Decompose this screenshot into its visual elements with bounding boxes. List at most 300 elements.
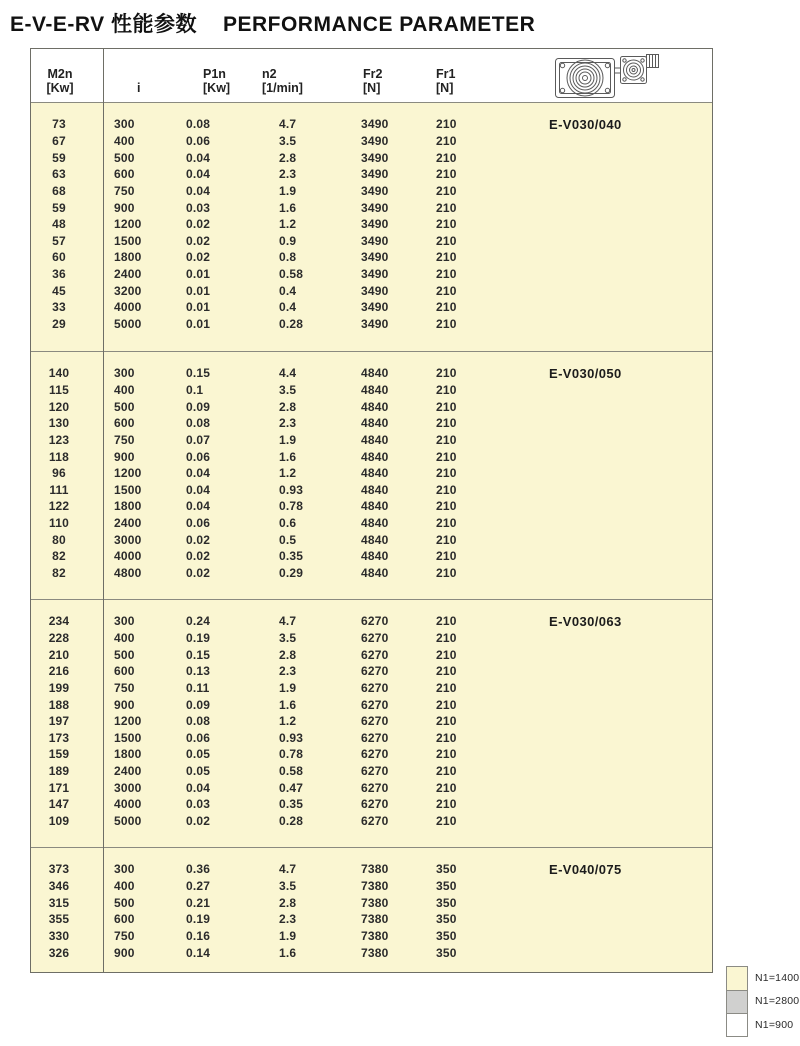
model-label: E-V030/063: [549, 613, 622, 629]
table-cell: 1200: [114, 714, 142, 729]
table-cell: 3490: [361, 283, 389, 298]
table-cell: 0.58: [279, 764, 304, 779]
table-cell: 900: [114, 697, 135, 712]
table-cell: 147: [48, 797, 70, 812]
table-cell: 0.15: [186, 647, 211, 662]
table-cell: 4000: [114, 300, 142, 315]
model-label: E-V040/075: [549, 861, 622, 877]
table-row: [31, 216, 712, 233]
table-cell: 3000: [114, 780, 142, 795]
table-cell: 59: [52, 150, 66, 165]
table-cell: 6270: [361, 714, 389, 729]
table-cell: 0.06: [186, 730, 211, 745]
table-cell: 1.9: [279, 432, 297, 447]
table-cell: 210: [436, 647, 457, 662]
table-row: [31, 531, 712, 548]
table-cell: 2.8: [279, 150, 297, 165]
table-cell: 1.2: [279, 466, 297, 481]
table-cell: 900: [114, 449, 135, 464]
table-cell: 0.01: [186, 283, 211, 298]
table-cell: 0.28: [279, 814, 304, 828]
table-cell: 210: [436, 133, 457, 148]
table-row: [31, 133, 712, 150]
table-cell: 0.05: [186, 747, 211, 762]
table-cell: 197: [48, 714, 70, 729]
table-cell: 4800: [114, 566, 142, 580]
table-cell: 0.09: [186, 399, 211, 414]
table-cell: 1.2: [279, 714, 297, 729]
table-cell: 0.04: [186, 150, 211, 165]
table-cell: 82: [52, 549, 66, 564]
table-row: [31, 498, 712, 515]
table-row: [31, 266, 712, 283]
table-cell: 48: [52, 217, 66, 232]
table-cell: 210: [436, 516, 457, 531]
table-cell: 96: [52, 466, 66, 481]
table-row: [31, 646, 712, 663]
header-i: i: [137, 81, 141, 95]
table-cell: 0.5: [279, 532, 297, 547]
table-cell: 210: [436, 680, 457, 695]
speed-legend: [726, 966, 799, 1037]
table-cell: 3490: [361, 117, 389, 132]
table-cell: 0.04: [186, 466, 211, 481]
table-cell: 216: [48, 664, 70, 679]
table-cell: 4.7: [279, 117, 297, 132]
table-row: [31, 481, 712, 498]
table-cell: 4.4: [279, 366, 297, 381]
table-cell: 0.4: [279, 283, 297, 298]
table-cell: 500: [114, 150, 135, 165]
table-cell: 6270: [361, 747, 389, 762]
table-cell: 1500: [114, 730, 142, 745]
table-cell: 1.9: [279, 183, 297, 198]
table-cell: 210: [436, 117, 457, 132]
table-cell: 2400: [114, 267, 142, 282]
legend-item: [726, 966, 799, 990]
table-cell: 6270: [361, 614, 389, 629]
table-cell: 0.06: [186, 133, 211, 148]
table-cell: 210: [436, 283, 457, 298]
table-cell: 210: [436, 697, 457, 712]
table-cell: 210: [436, 664, 457, 679]
table-cell: 0.36: [186, 862, 211, 877]
table-row: [31, 696, 712, 713]
table-cell: 1800: [114, 747, 142, 762]
table-cell: 3490: [361, 317, 389, 331]
table-row: [31, 199, 712, 216]
table-cell: 0.27: [186, 878, 211, 893]
table-cell: 210: [436, 267, 457, 282]
page-title-en: PERFORMANCE PARAMETER: [222, 13, 536, 36]
table-cell: 234: [48, 614, 70, 629]
table-row: [31, 116, 712, 133]
table-cell: 3490: [361, 233, 389, 248]
table-cell: 210: [436, 416, 457, 431]
table-cell: 0.06: [186, 516, 211, 531]
table-cell: 118: [49, 449, 69, 464]
table-cell: 0.02: [186, 532, 211, 547]
table-cell: 900: [114, 945, 135, 960]
table-cell: 210: [436, 200, 457, 215]
table-cell: 4840: [361, 482, 389, 497]
table-cell: 0.03: [186, 200, 211, 215]
table-cell: 210: [436, 747, 457, 762]
table-cell: 3490: [361, 250, 389, 265]
table-cell: 4000: [114, 549, 142, 564]
table-cell: 3490: [361, 300, 389, 315]
table-cell: 4840: [361, 366, 389, 381]
legend-label: N1=900: [755, 1018, 794, 1031]
table-cell: 120: [48, 399, 70, 414]
table-cell: 2.3: [279, 416, 297, 431]
table-row: [31, 548, 712, 565]
table-cell: 7380: [361, 945, 389, 960]
table-row: [31, 663, 712, 680]
table-row: [31, 465, 712, 482]
table-cell: 350: [436, 895, 457, 910]
table-cell: 1.6: [279, 697, 297, 712]
table-cell: 6270: [361, 664, 389, 679]
table-row: [31, 911, 712, 928]
table-cell: 1800: [114, 250, 142, 265]
table-cell: 199: [48, 680, 70, 695]
table-cell: 0.02: [186, 250, 211, 265]
table-cell: 210: [436, 714, 457, 729]
table-cell: 1200: [114, 217, 142, 232]
table-cell: 68: [52, 183, 66, 198]
table-row: [31, 928, 712, 945]
table-cell: 67: [52, 133, 66, 148]
table-cell: 210: [436, 183, 457, 198]
table-cell: 0.93: [279, 730, 304, 745]
table-cell: 4000: [114, 797, 142, 812]
table-cell: 0.78: [279, 499, 304, 514]
table-row: [31, 249, 712, 266]
table-cell: 140: [48, 366, 70, 381]
table-cell: 5000: [114, 814, 142, 828]
table-cell: 210: [436, 482, 457, 497]
table-row: [31, 565, 712, 582]
table-cell: 4840: [361, 499, 389, 514]
table-cell: 0.35: [279, 549, 304, 564]
table-cell: 109: [48, 814, 70, 828]
table-cell: 355: [48, 912, 70, 927]
table-cell: 350: [436, 912, 457, 927]
table-cell: 2.8: [279, 399, 297, 414]
header-m2n: M2n [Kw]: [46, 67, 74, 95]
legend-swatch: [726, 990, 748, 1014]
table-cell: 0.02: [186, 217, 211, 232]
table-cell: 173: [48, 730, 70, 745]
table-cell: 3490: [361, 133, 389, 148]
table-cell: 1.6: [279, 449, 297, 464]
table-cell: 0.13: [186, 664, 211, 679]
page-title-cn: E-V-E-RV 性能参数: [10, 13, 197, 36]
table-cell: 0.06: [186, 449, 211, 464]
table-block: [31, 103, 712, 351]
model-label: E-V030/050: [549, 365, 622, 381]
table-cell: 0.01: [186, 317, 211, 331]
table-row: [31, 779, 712, 796]
table-cell: 0.02: [186, 814, 211, 828]
table-cell: 3.5: [279, 878, 297, 893]
table-row: [31, 382, 712, 399]
table-cell: 0.1: [186, 382, 204, 397]
table-cell: 4840: [361, 549, 389, 564]
table-cell: 210: [436, 150, 457, 165]
table-row: [31, 448, 712, 465]
table-cell: 210: [436, 730, 457, 745]
table-cell: 80: [52, 532, 66, 547]
table-cell: 0.01: [186, 300, 211, 315]
table-cell: 300: [114, 117, 135, 132]
table-cell: 0.08: [186, 416, 211, 431]
table-cell: 123: [48, 432, 70, 447]
table-cell: 500: [114, 399, 135, 414]
table-cell: 0.04: [186, 499, 211, 514]
table-cell: 0.6: [279, 516, 297, 531]
table-cell: 0.93: [279, 482, 304, 497]
table-cell: 0.8: [279, 250, 297, 265]
table-row: [31, 861, 712, 878]
table-cell: 57: [52, 233, 66, 248]
table-cell: 3200: [114, 283, 142, 298]
table-cell: 210: [436, 250, 457, 265]
table-cell: 4840: [361, 566, 389, 580]
table-cell: 750: [114, 183, 135, 198]
table-cell: 0.9: [279, 233, 297, 248]
table-cell: 6270: [361, 730, 389, 745]
table-cell: 350: [436, 945, 457, 960]
table-cell: 210: [436, 566, 457, 580]
table-cell: 2400: [114, 764, 142, 779]
header-p1n: P1n [Kw]: [203, 67, 231, 95]
table-row: [31, 282, 712, 299]
table-cell: 4840: [361, 516, 389, 531]
model-label: E-V030/040: [549, 116, 622, 132]
table-cell: 4840: [361, 382, 389, 397]
table-cell: 300: [114, 862, 135, 877]
table-cell: 4840: [361, 449, 389, 464]
table-cell: 750: [114, 680, 135, 695]
table-cell: 2.8: [279, 895, 297, 910]
table-cell: 6270: [361, 797, 389, 812]
table-cell: 0.35: [279, 797, 304, 812]
legend-swatch: [726, 966, 748, 990]
header-fr1: Fr1 [N]: [436, 67, 456, 95]
table-row: [31, 894, 712, 911]
table-cell: 0.02: [186, 233, 211, 248]
table-cell: 210: [436, 630, 457, 645]
table-cell: 2400: [114, 516, 142, 531]
table-cell: 3490: [361, 200, 389, 215]
table-cell: 0.28: [279, 317, 304, 331]
table-cell: 400: [114, 878, 135, 893]
table-row: [31, 680, 712, 697]
table-cell: 0.02: [186, 549, 211, 564]
page-title: [10, 8, 535, 38]
table-cell: 45: [52, 283, 66, 298]
table-cell: 500: [114, 895, 135, 910]
table-row: [31, 166, 712, 183]
table-cell: 0.29: [279, 566, 304, 580]
table-cell: 0.19: [186, 912, 211, 927]
table-cell: 210: [436, 764, 457, 779]
table-row: [31, 613, 712, 630]
table-cell: 29: [52, 317, 66, 331]
table-cell: 60: [52, 250, 66, 265]
table-cell: 400: [114, 630, 135, 645]
table-cell: 6270: [361, 697, 389, 712]
table-row: [31, 630, 712, 647]
table-cell: 6270: [361, 647, 389, 662]
table-cell: 0.04: [186, 167, 211, 182]
table-cell: 0.4: [279, 300, 297, 315]
table-cell: 210: [436, 399, 457, 414]
table-cell: 330: [48, 928, 70, 943]
table-cell: 750: [114, 432, 135, 447]
table-row: [31, 944, 712, 961]
table-cell: 0.09: [186, 697, 211, 712]
table-cell: 373: [48, 862, 70, 877]
table-cell: 210: [436, 449, 457, 464]
table-block: [31, 599, 712, 847]
table-cell: 210: [436, 814, 457, 828]
table-cell: 6270: [361, 680, 389, 695]
table-cell: 350: [436, 878, 457, 893]
table-cell: 0.07: [186, 432, 211, 447]
legend-item: [726, 990, 799, 1014]
table-cell: 210: [436, 167, 457, 182]
table-cell: 210: [436, 300, 457, 315]
table-cell: 7380: [361, 928, 389, 943]
legend-label: N1=1400: [755, 971, 800, 984]
table-cell: 0.01: [186, 267, 211, 282]
table-row: [31, 365, 712, 382]
header-fr2: Fr2 [N]: [363, 67, 383, 95]
table-cell: 1200: [114, 466, 142, 481]
table-cell: 350: [436, 928, 457, 943]
table-cell: 0.24: [186, 614, 211, 629]
gearbox-icon: [554, 53, 660, 99]
table-cell: 1500: [114, 482, 142, 497]
table-cell: 7380: [361, 878, 389, 893]
column-divider-line: [103, 49, 104, 972]
table-cell: 600: [114, 912, 135, 927]
table-cell: 0.58: [279, 267, 304, 282]
table-cell: 0.14: [186, 945, 211, 960]
table-cell: 0.78: [279, 747, 304, 762]
table-cell: 2.3: [279, 664, 297, 679]
table-cell: 210: [436, 466, 457, 481]
table-cell: 7380: [361, 862, 389, 877]
table-cell: 4840: [361, 432, 389, 447]
table-cell: 1800: [114, 499, 142, 514]
table-cell: 3.5: [279, 630, 297, 645]
table-row: [31, 432, 712, 449]
table-header-row: [31, 49, 712, 103]
legend-item: [726, 1013, 799, 1037]
table-cell: 7380: [361, 895, 389, 910]
table-cell: 1.9: [279, 928, 297, 943]
performance-table: [30, 48, 713, 973]
table-cell: 33: [52, 300, 66, 315]
table-cell: 82: [52, 566, 66, 580]
table-cell: 110: [49, 516, 69, 531]
table-cell: 346: [48, 878, 70, 893]
table-cell: 159: [48, 747, 70, 762]
table-cell: 600: [114, 167, 135, 182]
table-cell: 6270: [361, 630, 389, 645]
table-cell: 3490: [361, 217, 389, 232]
table-cell: 210: [436, 432, 457, 447]
table-cell: 6270: [361, 780, 389, 795]
table-cell: 1.9: [279, 680, 297, 695]
table-cell: 1.6: [279, 945, 297, 960]
table-cell: 600: [114, 664, 135, 679]
table-row: [31, 729, 712, 746]
table-cell: 0.04: [186, 482, 211, 497]
table-cell: 6270: [361, 764, 389, 779]
table-cell: 122: [48, 499, 70, 514]
table-cell: 210: [436, 549, 457, 564]
table-cell: 400: [114, 382, 135, 397]
table-cell: 210: [436, 532, 457, 547]
table-cell: 130: [48, 416, 70, 431]
table-cell: 73: [52, 117, 66, 132]
table-block: [31, 351, 712, 599]
table-cell: 0.11: [186, 680, 210, 695]
table-cell: 210: [436, 780, 457, 795]
table-cell: 300: [114, 614, 135, 629]
table-cell: 210: [436, 366, 457, 381]
table-cell: 4840: [361, 416, 389, 431]
table-cell: 3490: [361, 150, 389, 165]
table-cell: 0.04: [186, 780, 211, 795]
table-row: [31, 398, 712, 415]
table-cell: 59: [52, 200, 66, 215]
table-cell: 210: [436, 797, 457, 812]
table-row: [31, 746, 712, 763]
table-cell: 0.16: [186, 928, 211, 943]
table-cell: 210: [436, 317, 457, 331]
table-cell: 750: [114, 928, 135, 943]
table-row: [31, 316, 712, 333]
table-cell: 0.05: [186, 764, 211, 779]
table-cell: 115: [49, 382, 69, 397]
table-body: [31, 103, 712, 972]
table-cell: 350: [436, 862, 457, 877]
table-cell: 0.08: [186, 117, 211, 132]
table-cell: 315: [48, 895, 70, 910]
legend-swatch: [726, 1013, 748, 1037]
table-cell: 36: [52, 267, 66, 282]
table-cell: 0.15: [186, 366, 211, 381]
table-cell: 3000: [114, 532, 142, 547]
table-cell: 7380: [361, 912, 389, 927]
table-cell: 188: [48, 697, 70, 712]
table-row: [31, 183, 712, 200]
table-cell: 210: [48, 647, 70, 662]
table-cell: 4840: [361, 399, 389, 414]
table-row: [31, 232, 712, 249]
table-cell: 210: [436, 614, 457, 629]
table-cell: 0.04: [186, 183, 211, 198]
table-cell: 189: [48, 764, 70, 779]
table-cell: 2.3: [279, 167, 297, 182]
table-cell: 600: [114, 416, 135, 431]
